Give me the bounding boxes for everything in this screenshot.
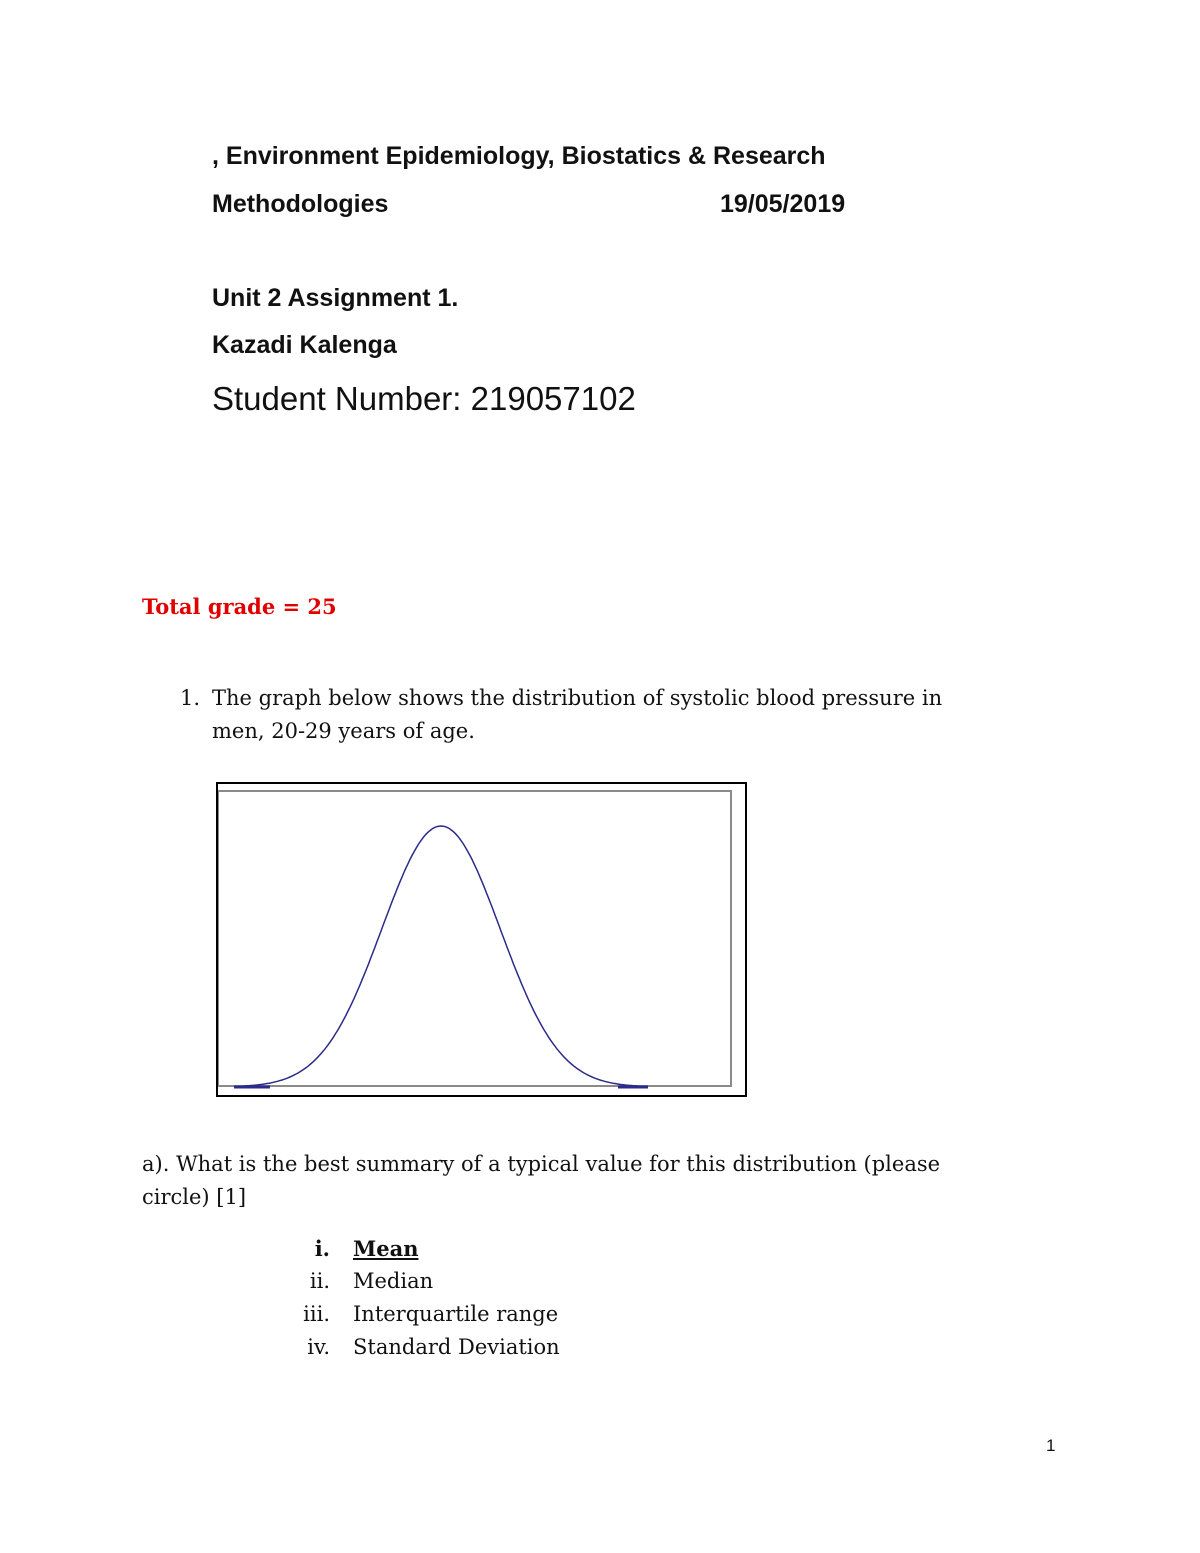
- question-1-number: 1.: [180, 686, 201, 710]
- submission-date: 19/05/2019: [720, 190, 846, 218]
- total-grade: Total grade = 25: [142, 594, 337, 619]
- option-interquartile-range[interactable]: Interquartile range: [353, 1302, 559, 1326]
- option-mean-selected[interactable]: Mean: [353, 1236, 419, 1261]
- option-numeral: iv.: [307, 1335, 330, 1359]
- unit-assignment: Unit 2 Assignment 1.: [212, 284, 459, 312]
- student-number: Student Number: 219057102: [212, 380, 636, 417]
- option-numeral: i.: [314, 1236, 330, 1261]
- option-median[interactable]: Median: [353, 1269, 434, 1293]
- question-a-text-line2: circle) [1]: [142, 1185, 247, 1209]
- course-title-line1: , Environment Epidemiology, Biostatics & Research: [212, 142, 826, 170]
- question-1-text-line1: The graph below shows the distribution of systolic blood pressure in: [212, 686, 943, 710]
- distribution-graph-svg: [218, 784, 749, 1099]
- option-numeral: iii.: [303, 1302, 330, 1326]
- option-numeral: ii.: [309, 1269, 330, 1293]
- page-number: 1: [1046, 1436, 1056, 1455]
- option-standard-deviation[interactable]: Standard Deviation: [353, 1335, 560, 1359]
- normal-distribution-curve: [234, 826, 648, 1086]
- student-name: Kazadi Kalenga: [212, 331, 397, 359]
- distribution-graph: [216, 782, 747, 1097]
- question-a-text-line1: a). What is the best summary of a typical value for this distribution (please: [142, 1152, 941, 1176]
- course-title-line2: Methodologies: [212, 190, 389, 218]
- question-1-text-line2: men, 20-29 years of age.: [212, 719, 475, 743]
- graph-inner-frame: [218, 791, 731, 1086]
